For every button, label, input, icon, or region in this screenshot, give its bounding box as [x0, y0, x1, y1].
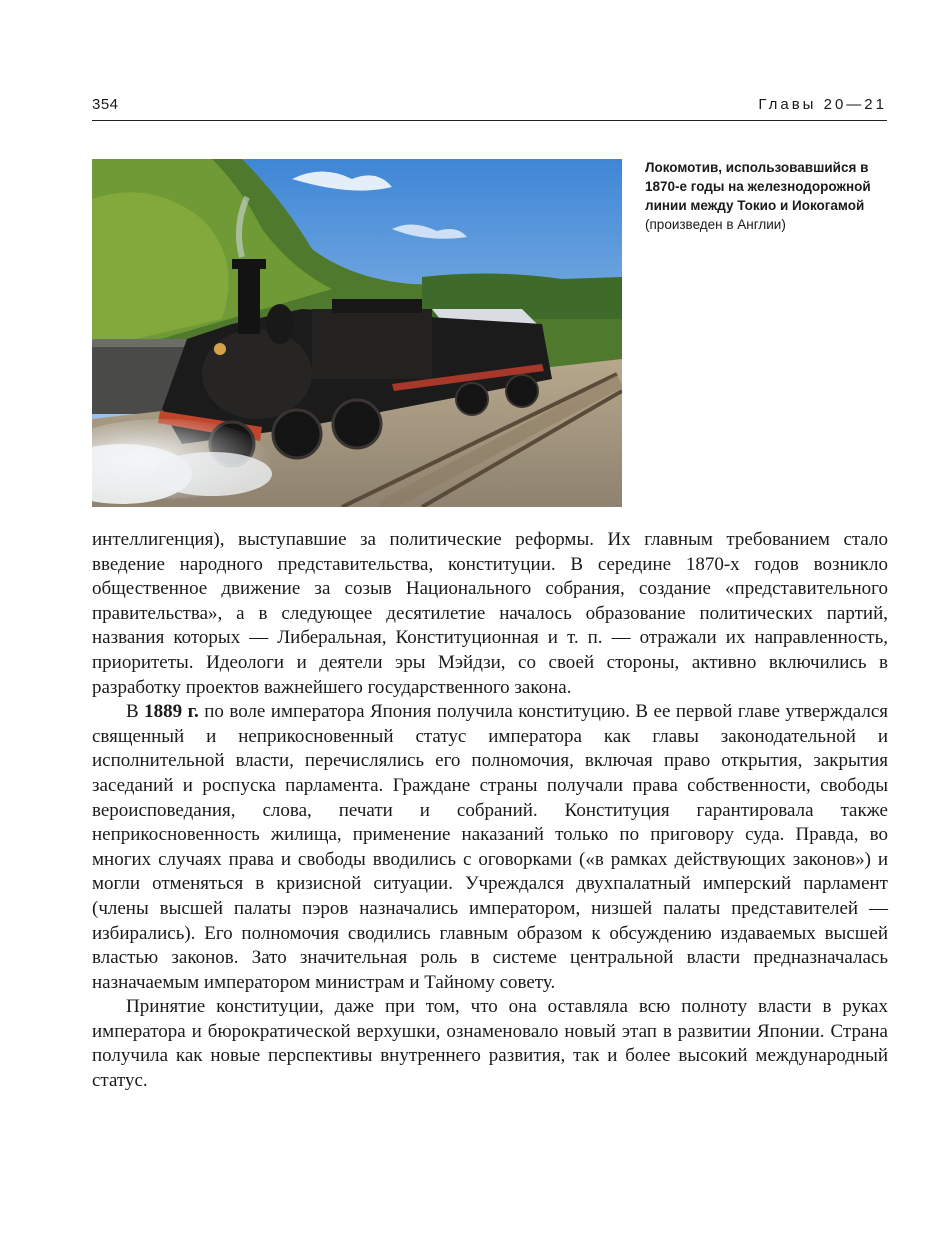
year-highlight: 1889 г.	[144, 701, 199, 723]
locomotive-photo	[92, 159, 622, 507]
caption-title: Локомотив, использовавшийся в 1870-е годы на железнодорожной линии между Токио и Иокогамой	[645, 160, 871, 213]
body-text	[92, 528, 888, 1094]
paragraph-2-text: по воле императора Япония получила конституцию. В ее первой главе утверждался священный и неприкосновенный статус императора как главы законодательной и исполнительной власти, перечислялись его полномочия, включая право открытия, закрытия заседаний и роспуска парламента. Граждане страны получали права собственности, свободы вероисповедания, слова, печати и собраний. Конституция гарантировала также неприкосновенность жилища, применение наказаний только по приговору суда. Правда, во многих случаях права и свободы вводились с оговорками («в рамках действующих законов») и могли отменяться в кризисной ситуации. Учреждался двухпалатный имперский парламент (члены высшей палаты пэров назначались императором, низшей палаты представителей — избирались). Его полномочия сводились главным образом к обсуждению издаваемых высшей властью законов. Зато значительная роль в системе центральной власти предназначалась назначаемым императором министрам и Тайному совету.	[92, 701, 888, 993]
caption-note: (произведен в Англии)	[645, 217, 786, 232]
page-header	[92, 94, 887, 121]
paragraph-1: интеллигенция), выступавшие за политические реформы. Их главным требованием стало введение народного представительства, конституции. В середине 1870-х годов возникло общественное движение за созыв Национального собрания, создание «представительного правительства», а в следующее десятилетие началось образование политических партий, названия которых — Либеральная, Конституционная и т. п. — отражали их направленность, приоритеты. Идеологи и деятели эры Мэйдзи, со своей стороны, активно включились в разработку проектов важнейшего государственного закона.	[92, 529, 888, 698]
paragraph-3: Принятие конституции, даже при том, что она оставляла всю полноту власти в руках императора и бюрократической верхушки, ознаменовало новый этап в развитии Японии. Страна получила как новые перспективы внутреннего развития, так и более высокий международный статус.	[92, 996, 888, 1092]
chapter-label: Главы 20—21	[758, 96, 887, 113]
page-number: 354	[92, 96, 119, 113]
paragraph-2	[92, 700, 888, 995]
figure-caption	[645, 158, 890, 234]
paragraph-2-prefix: В	[126, 701, 145, 723]
locomotive-illustration	[92, 159, 622, 507]
